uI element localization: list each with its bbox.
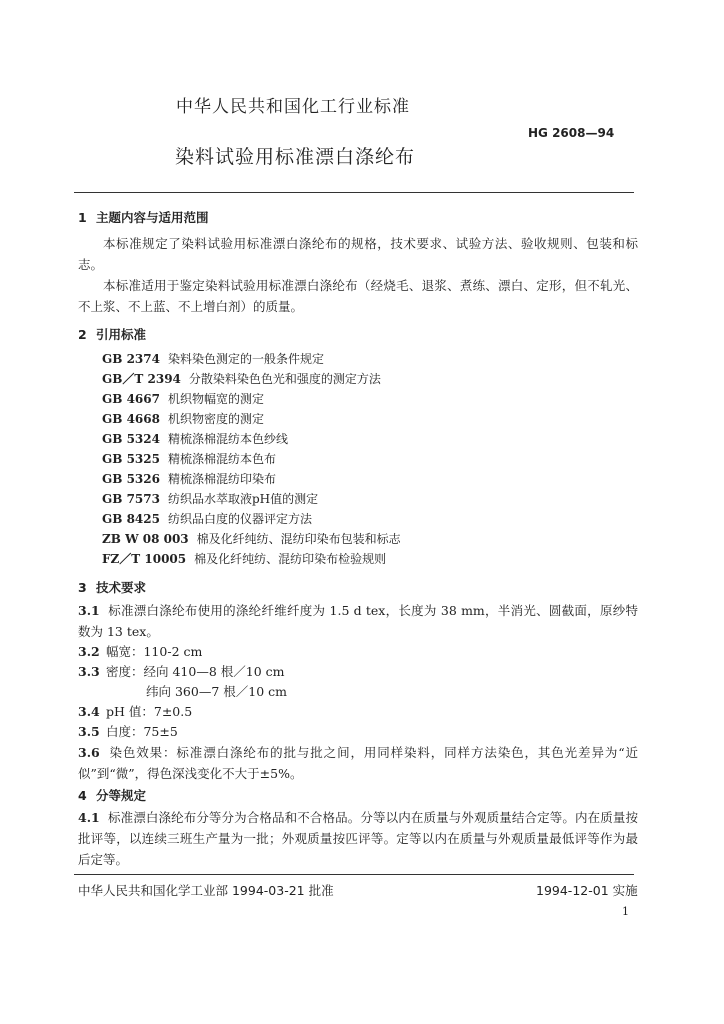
reference-text: 机织物密度的测定 <box>167 412 264 426</box>
section-number: 3 <box>78 580 87 595</box>
reference-item <box>102 409 264 429</box>
reference-text: 精梳涤棉混纺印染布 <box>167 472 276 486</box>
reference-code: GB 8425 <box>102 512 160 526</box>
clause-text: 标准漂白涤纶布分等分为合格品和不合格品。分等以内在质量与外观质量结合定等。内在质量按批评等，以连续三班生产量为一批；外观质量按匹评等。定等以内在质量与外观质量最低评等作为最后定等。 <box>78 810 638 867</box>
clause-number: 3.1 <box>78 603 100 618</box>
section-title: 引用标准 <box>96 327 147 342</box>
reference-text: 棉及化纤纯纺、混纺印染布检验规则 <box>194 552 387 566</box>
section-heading-1 <box>78 208 209 226</box>
reference-item <box>102 389 264 409</box>
clause-number: 3.4 <box>78 704 100 719</box>
clause-3-6 <box>78 742 638 784</box>
section-title: 技术要求 <box>96 580 147 595</box>
clause-3-2 <box>78 642 202 662</box>
reference-item <box>102 349 324 369</box>
clause-3-1 <box>78 600 638 642</box>
footer-rule <box>74 874 634 875</box>
reference-text: 分散染料染色色光和强度的测定方法 <box>188 372 381 386</box>
clause-text: 密度：经向 410—8 根／10 cm <box>105 664 285 679</box>
paragraph: 本标准适用于鉴定染料试验用标准漂白涤纶布（经烧毛、退浆、煮练、漂白、定形，但不轧光、不上浆、不上蓝、不上增白剂）的质量。 <box>78 278 638 314</box>
reference-item <box>102 549 386 569</box>
reference-text: 棉及化纤纯纺、混纺印染布包装和标志 <box>196 532 401 546</box>
clause-number: 3.2 <box>78 644 100 659</box>
clause-text: pH 值：7±0.5 <box>105 704 193 719</box>
clause-number: 3.3 <box>78 664 100 679</box>
reference-code: GB 5325 <box>102 452 160 466</box>
section-heading-3 <box>78 578 146 596</box>
approval-note: 中华人民共和国化学工业部 1994-03-21 批准 <box>78 883 334 898</box>
reference-text: 精梳涤棉混纺本色纱线 <box>167 432 288 446</box>
reference-item <box>102 469 276 489</box>
page-number: 1 <box>622 905 629 918</box>
effective-date: 1994-12-01 实施 <box>536 883 638 898</box>
reference-item <box>102 449 276 469</box>
clause-number: 4.1 <box>78 810 100 825</box>
clause-3-4 <box>78 702 192 722</box>
reference-code: ZB W 08 003 <box>102 532 189 546</box>
clause-text: 染色效果：标准漂白涤纶布的批与批之间，用同样染料，同样方法染色，其色光差异为“近似”到“微”，得色深浅变化不大于±5%。 <box>78 745 638 781</box>
clause-3-3 <box>78 662 284 682</box>
reference-text: 精梳涤棉混纺本色布 <box>167 452 276 466</box>
section-number: 2 <box>78 327 87 342</box>
clause-text: 白度：75±5 <box>105 724 178 739</box>
reference-code: GB 7573 <box>102 492 160 506</box>
section-heading-2 <box>78 325 146 343</box>
document-code: HG 2608—94 <box>528 126 615 140</box>
reference-text: 染料染色测定的一般条件规定 <box>167 352 324 366</box>
reference-item <box>102 489 318 509</box>
section-heading-4 <box>78 786 146 804</box>
reference-item <box>102 509 312 529</box>
clause-text: 幅宽：110-2 cm <box>105 644 203 659</box>
section-title: 分等规定 <box>96 788 147 803</box>
header-rule <box>74 192 634 193</box>
clause-3-3-continuation: 纬向 360—7 根／10 cm <box>146 684 287 699</box>
reference-code: GB 5326 <box>102 472 160 486</box>
clause-text: 标准漂白涤纶布使用的涤纶纤维纤度为 1.5 d tex，长度为 38 mm，半消光、圆截面，原纱特数为 13 tex。 <box>78 603 638 639</box>
standard-category: 中华人民共和国化工行业标准 <box>176 97 410 117</box>
reference-item <box>102 529 401 549</box>
reference-item <box>102 429 288 449</box>
reference-code: GB 5324 <box>102 432 160 446</box>
reference-text: 纺织品水萃取液pH值的测定 <box>167 492 319 506</box>
reference-item <box>102 369 381 389</box>
reference-code: FZ／T 10005 <box>102 552 187 566</box>
reference-code: GB 4667 <box>102 392 160 406</box>
document-title: 染料试验用标准漂白涤纶布 <box>175 146 416 168</box>
section-title: 主题内容与适用范围 <box>96 210 209 225</box>
reference-code: GB 4668 <box>102 412 160 426</box>
reference-text: 机织物幅宽的测定 <box>167 392 264 406</box>
clause-3-5 <box>78 722 178 742</box>
reference-code: GB／T 2394 <box>102 372 181 386</box>
section-number: 4 <box>78 788 87 803</box>
paragraph: 本标准规定了染料试验用标准漂白涤纶布的规格，技术要求、试验方法、验收规则、包装和标志。 <box>78 236 638 272</box>
clause-number: 3.5 <box>78 724 100 739</box>
reference-code: GB 2374 <box>102 352 160 366</box>
section-number: 1 <box>78 210 87 225</box>
clause-4-1 <box>78 807 638 870</box>
reference-text: 纺织品白度的仪器评定方法 <box>167 512 312 526</box>
clause-number: 3.6 <box>78 745 100 760</box>
